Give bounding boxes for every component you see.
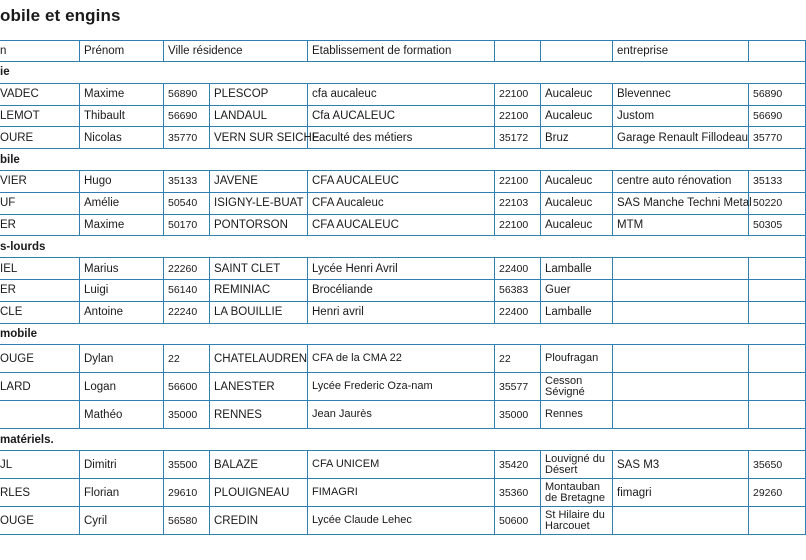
header-cell-blank-a <box>495 41 541 62</box>
cell-ville-etab: Lamballe <box>541 258 613 280</box>
cell-cp-entreprise: 56890 <box>749 83 806 105</box>
cell-etablissement: Henri avril <box>308 301 495 323</box>
cell-cp: 22260 <box>164 258 210 280</box>
cell-ville-etab: Guer <box>541 279 613 301</box>
table-row <box>0 451 806 479</box>
table-row <box>0 170 806 192</box>
cell-entreprise: centre auto rénovation <box>613 170 749 192</box>
table-row <box>0 258 806 280</box>
cell-etablissement: CFA Aucaleuc <box>308 192 495 214</box>
table-row <box>0 279 806 301</box>
cell-etablissement: CFA AUCALEUC <box>308 214 495 236</box>
table-row <box>0 373 806 401</box>
cell-cp-entreprise <box>749 401 806 429</box>
cell-cp-etab: 22100 <box>495 214 541 236</box>
cell-cp: 22240 <box>164 301 210 323</box>
header-row <box>0 41 806 62</box>
cell-ville-etab: Lamballe <box>541 301 613 323</box>
cell-ville: VERN SUR SEICHE <box>210 127 308 149</box>
cell-ville-etab: Montauban de Bretagne <box>541 479 613 507</box>
section-row <box>0 429 806 451</box>
cell-nom: IEL <box>0 258 80 280</box>
header-cell-entreprise: entreprise <box>613 41 749 62</box>
cell-etablissement: Lycée Frederic Oza-nam <box>308 373 495 401</box>
table-row <box>0 127 806 149</box>
header-cell-blank-b <box>541 41 613 62</box>
cell-prenom: Florian <box>80 479 164 507</box>
cell-entreprise <box>613 258 749 280</box>
cell-cp-entreprise <box>749 258 806 280</box>
cell-ville-etab: Aucaleuc <box>541 192 613 214</box>
cell-cp: 50170 <box>164 214 210 236</box>
cell-ville: ISIGNY-LE-BUAT <box>210 192 308 214</box>
cell-etablissement: Cfa AUCALEUC <box>308 105 495 127</box>
cell-entreprise <box>613 507 749 535</box>
cell-prenom: Thibault <box>80 105 164 127</box>
cell-prenom: Maxime <box>80 214 164 236</box>
table-row <box>0 401 806 429</box>
cell-ville-etab: Rennes <box>541 401 613 429</box>
cell-cp-etab: 22103 <box>495 192 541 214</box>
cell-cp: 35000 <box>164 401 210 429</box>
cell-entreprise <box>613 345 749 373</box>
cell-cp-etab: 22100 <box>495 105 541 127</box>
cell-etablissement: Faculté des métiers <box>308 127 495 149</box>
cell-ville: JAVENE <box>210 170 308 192</box>
cell-cp: 22 <box>164 345 210 373</box>
cell-nom: LARD <box>0 373 80 401</box>
cell-cp: 56140 <box>164 279 210 301</box>
table-row <box>0 192 806 214</box>
cell-ville-etab: Ploufragan <box>541 345 613 373</box>
cell-prenom: Dimitri <box>80 451 164 479</box>
section-row <box>0 323 806 345</box>
table-row <box>0 301 806 323</box>
cell-nom: UF <box>0 192 80 214</box>
cell-nom: OUGE <box>0 345 80 373</box>
cell-ville: LANESTER <box>210 373 308 401</box>
table-row <box>0 507 806 535</box>
cell-etablissement: Lycée Claude Lehec <box>308 507 495 535</box>
section-row <box>0 62 806 84</box>
cell-cp-etab: 35360 <box>495 479 541 507</box>
cell-ville-etab: Aucaleuc <box>541 105 613 127</box>
cell-cp: 29610 <box>164 479 210 507</box>
cell-cp-etab: 22100 <box>495 83 541 105</box>
cell-ville-etab: Cesson Sévigné <box>541 373 613 401</box>
cell-nom <box>0 401 80 429</box>
cell-prenom: Mathéo <box>80 401 164 429</box>
cell-entreprise: Justom <box>613 105 749 127</box>
section-title: ie <box>0 62 806 84</box>
cell-prenom: Hugo <box>80 170 164 192</box>
cell-etablissement: FIMAGRI <box>308 479 495 507</box>
cell-ville: PLOUIGNEAU <box>210 479 308 507</box>
cell-cp-etab: 50600 <box>495 507 541 535</box>
cell-nom: LEMOT <box>0 105 80 127</box>
table-row <box>0 105 806 127</box>
cell-nom: ER <box>0 279 80 301</box>
cell-ville: RENNES <box>210 401 308 429</box>
cell-cp-entreprise: 50220 <box>749 192 806 214</box>
cell-cp-entreprise: 35650 <box>749 451 806 479</box>
cell-cp-etab: 22100 <box>495 170 541 192</box>
cell-entreprise: fimagri <box>613 479 749 507</box>
cell-entreprise <box>613 279 749 301</box>
cell-nom: RLES <box>0 479 80 507</box>
cell-cp-entreprise: 50305 <box>749 214 806 236</box>
cell-ville: SAINT CLET <box>210 258 308 280</box>
cell-nom: ER <box>0 214 80 236</box>
cell-etablissement: Lycée Henri Avril <box>308 258 495 280</box>
table-row <box>0 479 806 507</box>
cell-cp-etab: 22400 <box>495 258 541 280</box>
cell-prenom: Nicolas <box>80 127 164 149</box>
cell-cp-entreprise <box>749 373 806 401</box>
cell-entreprise <box>613 373 749 401</box>
cell-entreprise <box>613 401 749 429</box>
cell-cp: 35500 <box>164 451 210 479</box>
cell-ville: PLESCOP <box>210 83 308 105</box>
cell-ville-etab: St Hilaire du Harcouet <box>541 507 613 535</box>
cell-cp: 35770 <box>164 127 210 149</box>
cell-ville-etab: Aucaleuc <box>541 83 613 105</box>
document-title: obile et engins <box>0 6 121 25</box>
section-title: matériels. <box>0 429 806 451</box>
cell-prenom: Maxime <box>80 83 164 105</box>
cell-nom: VADEC <box>0 83 80 105</box>
cell-entreprise <box>613 301 749 323</box>
student-table <box>0 40 806 535</box>
cell-ville: CREDIN <box>210 507 308 535</box>
cell-ville-etab: Aucaleuc <box>541 170 613 192</box>
cell-ville: CHATELAUDREN <box>210 345 308 373</box>
cell-cp-etab: 35420 <box>495 451 541 479</box>
cell-prenom: Cyril <box>80 507 164 535</box>
section-title: s-lourds <box>0 236 806 258</box>
cell-ville: PONTORSON <box>210 214 308 236</box>
cell-ville-etab: Louvigné du Désert <box>541 451 613 479</box>
cell-etablissement: CFA AUCALEUC <box>308 170 495 192</box>
cell-cp: 56890 <box>164 83 210 105</box>
cell-etablissement: CFA de la CMA 22 <box>308 345 495 373</box>
cell-etablissement: Brocéliande <box>308 279 495 301</box>
cell-entreprise: SAS Manche Techni Metal <box>613 192 749 214</box>
header-cell-prenom: Prénom <box>80 41 164 62</box>
cell-cp: 56690 <box>164 105 210 127</box>
cell-prenom: Dylan <box>80 345 164 373</box>
cell-entreprise: MTM <box>613 214 749 236</box>
cell-entreprise: Garage Renault Fillodeau <box>613 127 749 149</box>
header-cell-nom: n <box>0 41 80 62</box>
cell-prenom: Logan <box>80 373 164 401</box>
cell-entreprise: Blevennec <box>613 83 749 105</box>
section-row <box>0 149 806 171</box>
cell-cp-etab: 35000 <box>495 401 541 429</box>
header-cell-etablissement: Etablissement de formation <box>308 41 495 62</box>
cell-cp-etab: 22400 <box>495 301 541 323</box>
cell-prenom: Antoine <box>80 301 164 323</box>
cell-cp: 50540 <box>164 192 210 214</box>
cell-nom: OUGE <box>0 507 80 535</box>
section-title: mobile <box>0 323 806 345</box>
cell-cp-etab: 35577 <box>495 373 541 401</box>
cell-entreprise: SAS M3 <box>613 451 749 479</box>
cell-etablissement: Jean Jaurès <box>308 401 495 429</box>
header-cell-blank-c <box>749 41 806 62</box>
cell-cp-etab: 56383 <box>495 279 541 301</box>
table-row <box>0 345 806 373</box>
cell-cp-entreprise: 35770 <box>749 127 806 149</box>
table-row <box>0 83 806 105</box>
header-cell-ville: Ville résidence <box>164 41 308 62</box>
cell-etablissement: cfa aucaleuc <box>308 83 495 105</box>
cell-nom: JL <box>0 451 80 479</box>
cell-nom: CLE <box>0 301 80 323</box>
cell-cp-etab: 22 <box>495 345 541 373</box>
cell-cp-entreprise <box>749 507 806 535</box>
cell-ville: BALAZE <box>210 451 308 479</box>
cell-prenom: Amélie <box>80 192 164 214</box>
cell-cp-entreprise <box>749 301 806 323</box>
cell-prenom: Marius <box>80 258 164 280</box>
cell-prenom: Luigi <box>80 279 164 301</box>
cell-ville-etab: Bruz <box>541 127 613 149</box>
cell-nom: VIER <box>0 170 80 192</box>
section-row <box>0 236 806 258</box>
cell-ville: LA BOUILLIE <box>210 301 308 323</box>
cell-cp: 35133 <box>164 170 210 192</box>
table-row <box>0 214 806 236</box>
cell-cp-entreprise: 35133 <box>749 170 806 192</box>
cell-ville: REMINIAC <box>210 279 308 301</box>
cell-cp-entreprise: 29260 <box>749 479 806 507</box>
cell-ville: LANDAUL <box>210 105 308 127</box>
cell-ville-etab: Aucaleuc <box>541 214 613 236</box>
cell-cp-entreprise <box>749 279 806 301</box>
section-title: bile <box>0 149 806 171</box>
cell-cp-etab: 35172 <box>495 127 541 149</box>
cell-cp-entreprise <box>749 345 806 373</box>
cell-nom: OURE <box>0 127 80 149</box>
cell-etablissement: CFA UNICEM <box>308 451 495 479</box>
cell-cp-entreprise: 56690 <box>749 105 806 127</box>
cell-cp: 56600 <box>164 373 210 401</box>
cell-cp: 56580 <box>164 507 210 535</box>
